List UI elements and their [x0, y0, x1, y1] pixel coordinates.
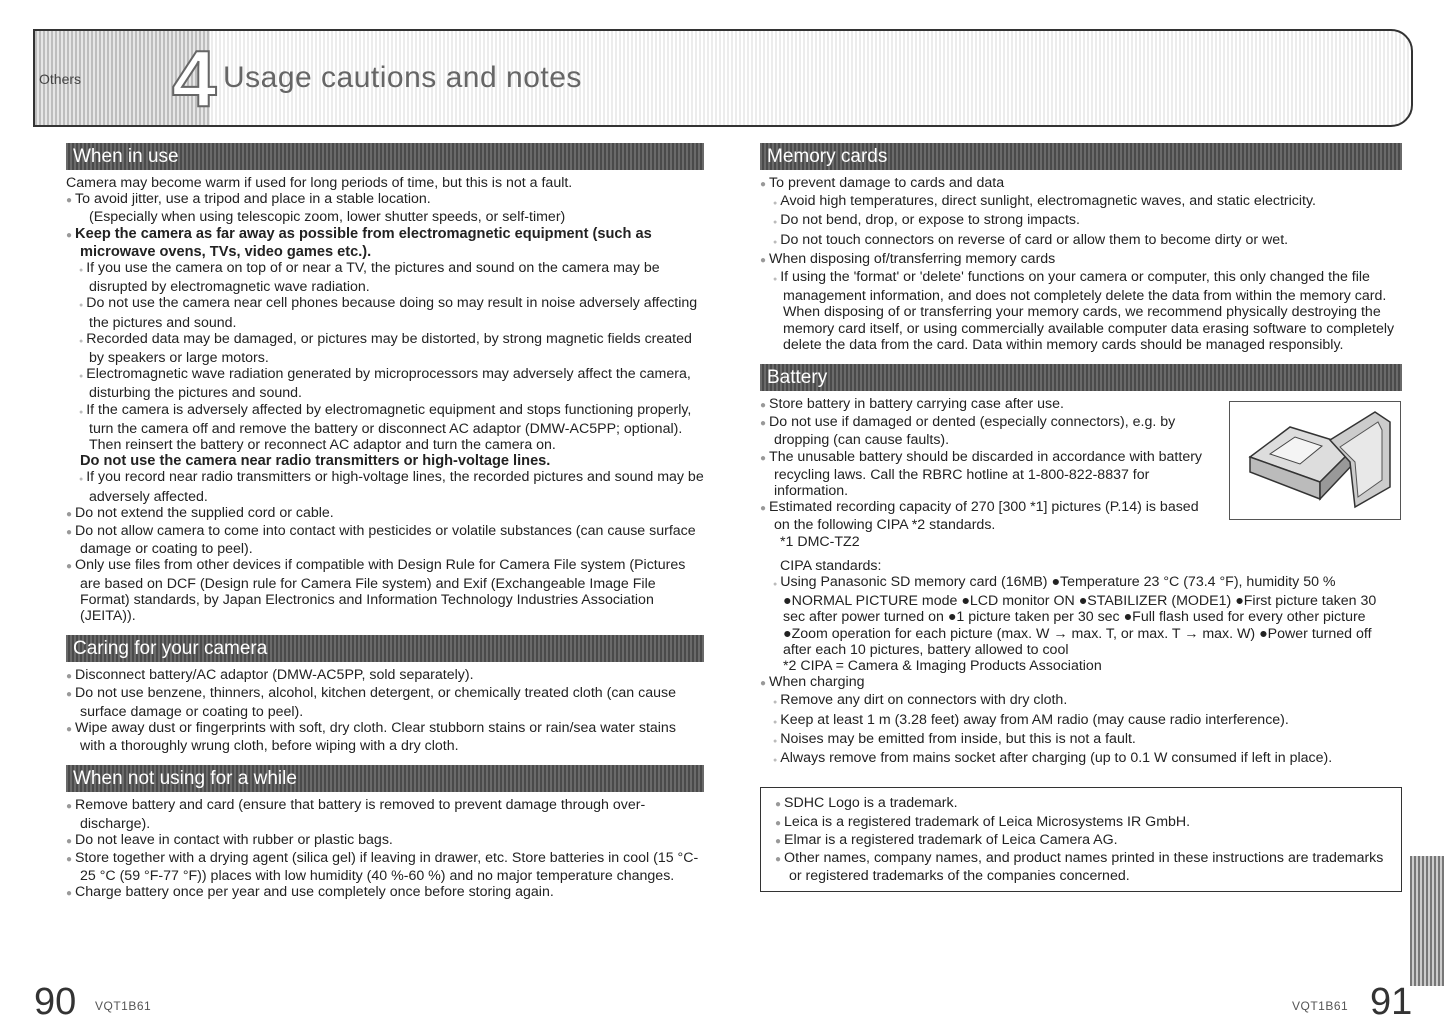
list-item: ● Remove battery and card (ensure that battery is removed to prevent damage through over-discharge). [66, 797, 704, 831]
list-item: ● When charging [760, 674, 1402, 692]
right-page-number: 91 [1370, 981, 1413, 1023]
sub-item: ● Noises may be emitted from inside, but this is not a fault. [760, 731, 1402, 750]
sub-item: ● If you record near radio transmitters or high-voltage lines, the recorded pictures and sound may be adversely affected. [66, 469, 704, 504]
sub-item: ● Do not touch connectors on reverse of card or allow them to become dirty or wet. [760, 232, 1402, 251]
battery-section [760, 396, 1402, 550]
heading-caring: Caring for your camera [66, 635, 704, 662]
list-note: (Especially when using telescopic zoom, lower shutter speeds, or self-timer) [89, 209, 566, 226]
trademark-box [760, 787, 1402, 892]
sub-item: ● If the camera is adversely affected by electromagnetic equipment and stops functioning properly, turn the camera off and remove the battery or disconnect AC adaptor (DMW-AC5PP; optional). Then reinsert the battery or reconnect AC adaptor and turn the camera on. [66, 402, 704, 454]
sub-item: ● If using the 'format' or 'delete' functions on your camera or computer, this only changed the file management information, and does not completely delete the data from within the memory card. When disposing of or transferring your memory cards, we recommend physically destroying the memory card itself, or using commercially available computer data erasing software to completely delete the data from the card. Data within memory cards should be managed responsibly. [760, 269, 1402, 353]
sub-item: ● Avoid high temperatures, direct sunlight, electromagnetic waves, and static electricity. [760, 193, 1402, 212]
list-item: ● When disposing of/transferring memory cards [760, 251, 1402, 269]
sub-item: ● If you use the camera on top of or near a TV, the pictures and sound on the camera may be disrupted by electromagnetic wave radiation. [66, 260, 704, 295]
list-item: ● To prevent damage to cards and data [760, 175, 1402, 193]
section-tab [35, 31, 217, 127]
left-doc-code: VQT1B61 [95, 999, 152, 1013]
left-page-number: 90 [34, 981, 77, 1023]
right-doc-code: VQT1B61 [1292, 999, 1349, 1013]
heading-not-using: When not using for a while [66, 765, 704, 792]
intro-text: Camera may become warm if used for long periods of time, but this is not a fault. [66, 175, 573, 191]
sub-item: ● Recorded data may be damaged, or pictures may be distorted, by strong magnetic fields created by speakers or large motors. [66, 331, 704, 366]
left-column [66, 143, 704, 903]
trademark-item: ● Leica is a registered trademark of Leica Microsystems IR GmbH. [775, 814, 1389, 832]
sub-item: ● Always remove from mains socket after charging (up to 0.1 W consumed if left in place). [760, 750, 1402, 769]
sub-item: ● Do not bend, drop, or expose to strong impacts. [760, 212, 1402, 231]
sub-item: ● Remove any dirt on connectors with dry cloth. [760, 692, 1402, 711]
sub-item: ● Do not use the camera near cell phones because doing so may result in noise adversely affecting the pictures and sound. [66, 295, 704, 330]
heading-when-in-use: When in use [66, 143, 704, 170]
footnote-1: *1 DMC-TZ2 [780, 533, 860, 550]
sub-item: ● Electromagnetic wave radiation generated by microprocessors may adversely affect the camera, disturbing the pictures and sound. [66, 366, 704, 401]
list-item: ● Do not use if damaged or dented (especially connectors), e.g. by dropping (can cause faults). [760, 414, 1208, 448]
battery-case-illustration [1229, 401, 1401, 520]
list-item: ● Estimated recording capacity of 270 [300 *1] pictures (P.14) is based on the following CIPA *2 standards. [760, 499, 1208, 533]
page-header [33, 29, 1413, 127]
list-item: ● Disconnect battery/AC adaptor (DMW-AC5PP, sold separately). [66, 667, 704, 685]
list-item: ● Store battery in battery carrying case after use. [760, 396, 1208, 414]
list-item-bold: ● Keep the camera as far away as possible from electromagnetic equipment (such as microwave ovens, TVs, video games etc.). [66, 226, 704, 260]
side-edge-tab [1410, 856, 1444, 986]
footnote-2: *2 CIPA = Camera & Imaging Products Association [783, 658, 1102, 675]
list-item: ● Charge battery once per year and use completely once before storing again. [66, 884, 704, 902]
list-item: ● Do not extend the supplied cord or cable. [66, 505, 704, 523]
list-item: ● Store together with a drying agent (silica gel) if leaving in drawer, etc. Store batteries in cool (15 °C-25 °C (59 °F-77 °F)) places with low humidity (40 %-60 %) and no major temperature changes. [66, 850, 704, 884]
list-item: ● To avoid jitter, use a tripod and place in a stable location. [66, 191, 704, 209]
trademark-item: ● SDHC Logo is a trademark. [775, 795, 1389, 813]
page-title: Usage cautions and notes [223, 61, 582, 94]
right-column [760, 143, 1402, 892]
heading-memory-cards: Memory cards [760, 143, 1402, 170]
cipa-title: CIPA standards: [780, 557, 882, 574]
heading-battery: Battery [760, 364, 1402, 391]
list-item: ● Wipe away dust or fingerprints with soft, dry cloth. Clear stubborn stains or rain/sea water stains with a thoroughly wrung cloth, before wiping with a dry cloth. [66, 720, 704, 754]
trademark-item: ● Elmar is a registered trademark of Leica Camera AG. [775, 832, 1389, 850]
list-item: ● Do not leave in contact with rubber or plastic bags. [66, 832, 704, 850]
list-item: ● The unusable battery should be discarded in accordance with battery recycling laws. Call the RBRC hotline at 1-800-822-8837 for information. [760, 449, 1208, 500]
sub-item: ● Keep at least 1 m (3.28 feet) away from AM radio (may cause radio interference). [760, 712, 1402, 731]
cipa-body: ● Using Panasonic SD memory card (16MB) ●Temperature 23 °C (73.4 °F), humidity 50 % ●NORMAL PICTURE mode ●LCD monitor ON ●STABILIZER (MODE1) ●First picture taken 30 sec after power turned on ●1 picture taken per 30 sec ●Full flash used for every other picture ●Zoom operation for each picture (max. W → max. T, or max. T → max. W) ●Power turned off after each 10 pictures, battery allowed to cool [760, 574, 1402, 658]
list-item: ● Do not allow camera to come into contact with pesticides or volatile substances (can cause surface damage or coating to peel). [66, 523, 704, 557]
list-item: ● Only use files from other devices if compatible with Design Rule for Camera File system (Pictures are based on DCF (Design rule for Camera File system) and Exif (Exchangeable Image File Format) standards, by Japan Electronics and Information Technology Industries Association (JEITA)). [66, 557, 704, 624]
list-item-bold: Do not use the camera near radio transmitters or high-voltage lines. [80, 453, 551, 470]
section-label: Others [39, 71, 82, 87]
list-item: ● Do not use benzene, thinners, alcohol, kitchen detergent, or chemically treated cloth (can cause surface damage or coating to peel). [66, 685, 704, 719]
trademark-item: ● Other names, company names, and product names printed in these instructions are trademarks or registered trademarks of the companies concerned. [775, 850, 1389, 884]
section-number: 4 [172, 34, 217, 123]
